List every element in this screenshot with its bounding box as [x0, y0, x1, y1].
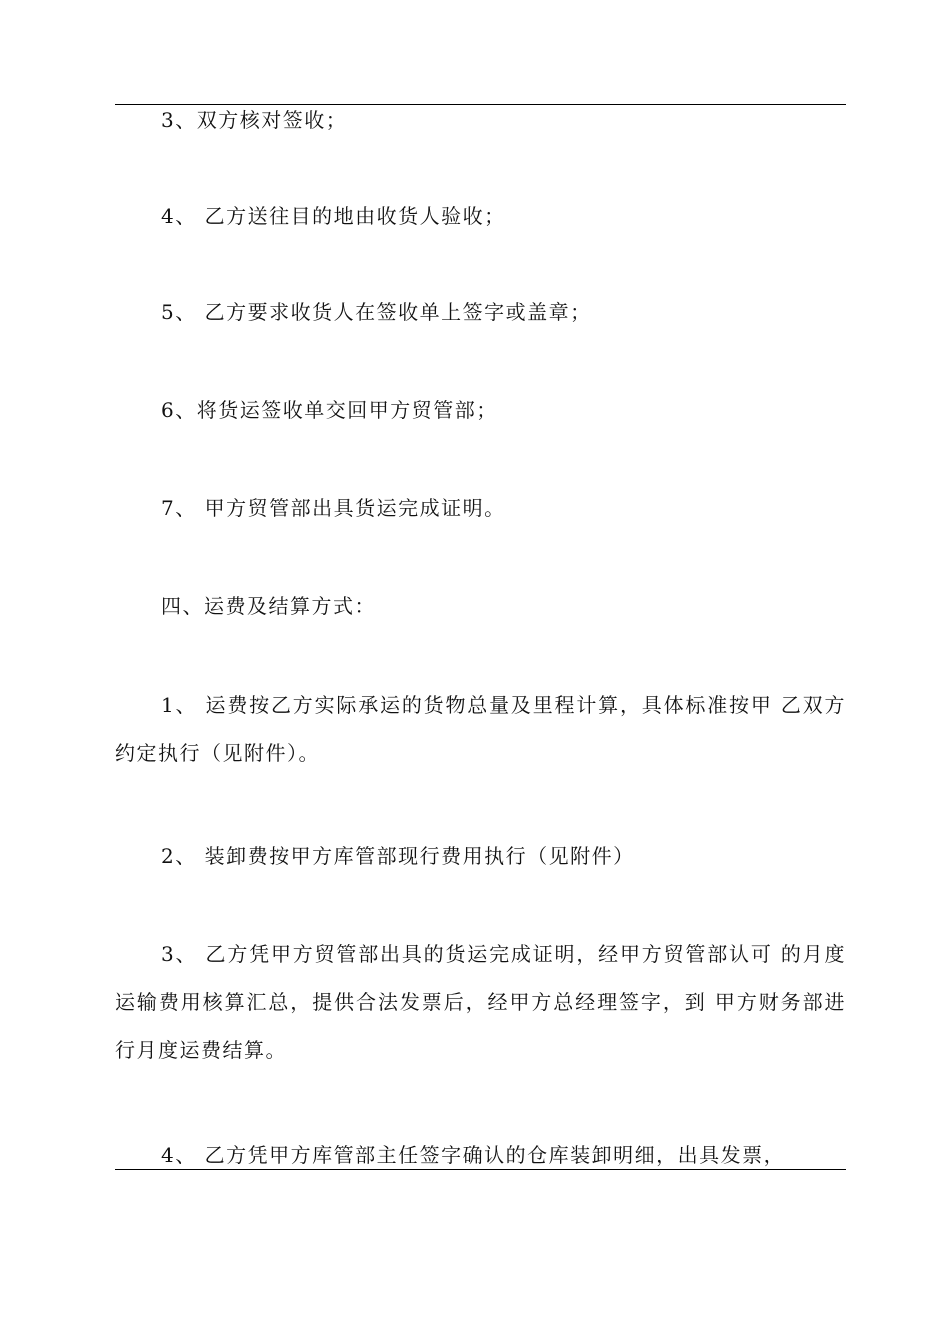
section-4-heading: 四、运费及结算方式： [161, 594, 376, 618]
item-6-return-receipt: 6、将货运签收单交回甲方贸管部； [161, 398, 498, 422]
section-4-item-2-handling-fee: 2、 装卸费按甲方库管部现行费用执行（见附件） [161, 844, 635, 868]
section-4-item-3-settlement: 3、 乙方凭甲方贸管部出具的货运完成证明，经甲方贸管部认可 的月度运输费用核算汇总，提供合法发票后，经甲方总经理签字，到 甲方财务部进行月度运费结算。 [115, 942, 846, 1062]
item-5-receipt-signature: 5、 乙方要求收货人在签收单上签字或盖章； [161, 300, 592, 324]
item-7-completion-certificate: 7、 甲方贸管部出具货运完成证明。 [161, 496, 506, 520]
item-3-dual-check: 3、双方核对签收； [161, 108, 348, 132]
footer-rule [115, 1169, 846, 1170]
section-4-item-4-warehouse-invoice: 4、 乙方凭甲方库管部主任签字确认的仓库装卸明细，出具发票， [161, 1143, 786, 1167]
item-4-delivery-acceptance: 4、 乙方送往目的地由收货人验收； [161, 204, 506, 228]
section-4-item-1-freight: 1、 运费按乙方实际承运的货物总量及里程计算，具体标准按甲 乙双方约定执行（见附件）。 [115, 693, 846, 765]
